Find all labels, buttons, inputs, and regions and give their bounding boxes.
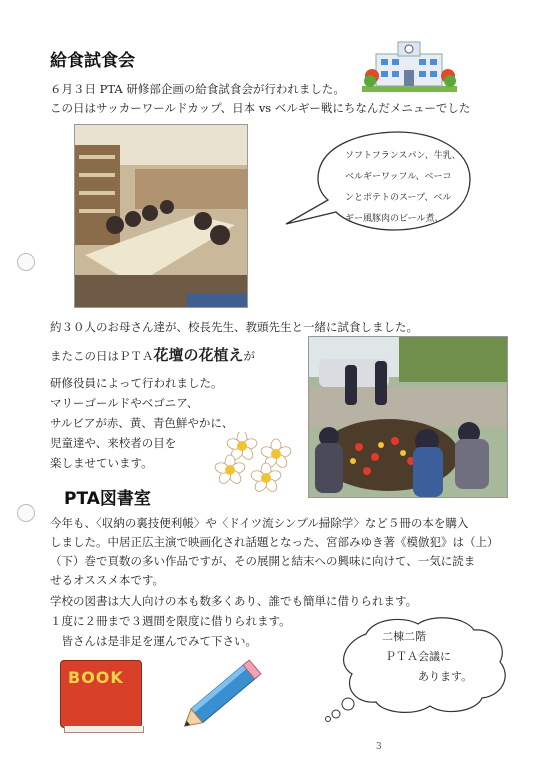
page-number: 3 [376,742,382,752]
menu-line: ベルギーワッフル、ベーコ [345,172,452,182]
menu-line: ンとポテトのスープ、ベル [345,193,452,203]
library-line: 皆さんは是非足を運んでみて下さい。 [50,634,257,648]
flower-line: 楽しませています。 [50,456,153,470]
location-line: あります。 [418,670,473,683]
library-line: （下）巻で頁数の多い作品ですが、その展開と結末への興味に向けて、一気に読ま [50,554,476,568]
pencil-illustration [170,648,274,744]
lunch-line-1: ６月３日 PTA 研修部企画の給食試食会が行われました。 [50,82,345,96]
location-line: 二棟二階 [382,630,426,643]
lunch-section-title: 給食試食会 [50,51,135,71]
book-illustration [60,660,146,734]
flower-line: 研修役員によって行われました。 [50,376,223,390]
library-line: 今年も、〈収納の裏技便利帳〉や〈ドイツ流シンプル掃除学〉など５冊の本を購入 [50,516,469,530]
flower-intro-suffix: が [243,349,256,363]
library-section-title: PTA図書室 [64,489,151,509]
menu-line: ギー風豚肉のビール煮、 [345,214,444,224]
school-building-illustration [362,40,457,95]
location-line: ＰＴＡ会議に [385,650,451,663]
lunch-line-2: この日はサッカーワールドカップ、日本 vs ベルギー戦にちなんだメニューでした [50,101,471,115]
library-line: せるオススメ本です。 [50,573,164,587]
flower-intro-text: またこの日はＰＴＡ [50,349,154,363]
daisy-flowers-illustration [208,432,300,492]
punch-hole-top [17,253,35,271]
flower-line: マリーゴールドやベゴニア、 [50,396,199,410]
book-label: BOOK [68,668,124,687]
lunch-attendance-text: 約３０人のお母さん達が、校長先生、教頭先生と一緒に試食しました。 [50,320,418,334]
menu-line: ソフトフランスパン、牛乳、 [345,151,461,161]
flower-section-title: 花壇の花植え [153,346,244,364]
menu-list [345,146,461,230]
book-pages [64,726,144,733]
lunch-photo [74,124,248,308]
library-line: 学校の図書は大人向けの本も数多くあり、誰でも簡単に借りられます。 [50,594,418,608]
flower-line: 児童達や、来校者の目を [50,436,177,450]
flower-line: サルビアが赤、黄、青色鮮やかに、 [50,416,234,430]
library-line: しました。中居正広主演で映画化され話題となった、宮部みゆき著《模倣犯》は（上） [50,535,499,549]
flower-intro [50,346,255,365]
library-line: １度に２冊まで３週間を限度に借りられます。 [50,614,291,628]
punch-hole-bottom [17,504,35,522]
flower-planting-photo [308,336,508,498]
